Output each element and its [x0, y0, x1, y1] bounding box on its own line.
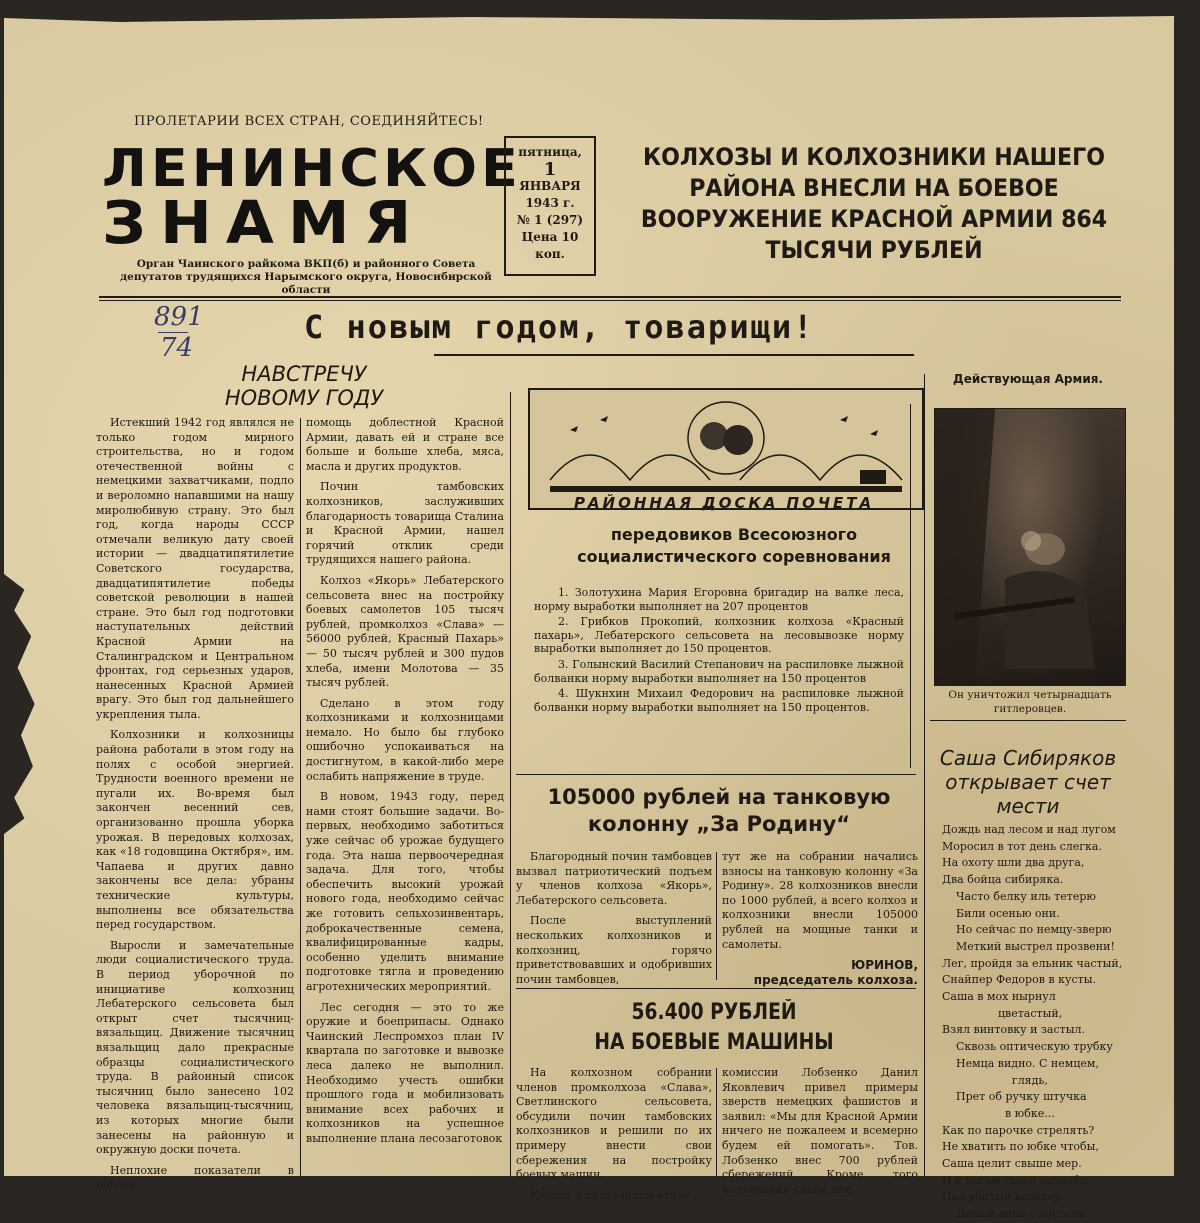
signature-role: председатель колхоза.	[753, 972, 918, 987]
year: 1943 г.	[525, 196, 575, 210]
paragraph: Выросли и замечательные люди социалистического труда. В период уборочной по инициативе колхозниц Лебатерского сельсовета был открыт счет тысячниц-вязальщиц. Движение тысячниц вязальщиц дало прекрасные образцы социалистического труда. В районный список тысячниц было занесено 102 человека вязальщиц-тысячниц, из которых многие были занесены на районную и окружную доски почета.	[96, 938, 294, 1157]
honor-board-list	[534, 586, 904, 716]
lead-article-col1	[96, 416, 294, 1199]
motto: ПРОЛЕТАРИИ ВСЕХ СТРАН, СОЕДИНЯЙТЕСЬ!	[134, 114, 484, 129]
masthead-rule	[99, 296, 1121, 301]
sniper-photo	[934, 408, 1126, 686]
greeting-rule	[434, 354, 914, 356]
lead-title-line2: НОВОМУ ГОДУ	[224, 386, 384, 410]
pencil-mark-bottom: 74	[160, 333, 194, 363]
column-rule	[924, 374, 925, 1176]
section-rule	[516, 774, 916, 775]
paragraph: Истекший 1942 год являлся не только годом мирного строительства, но и годом отечественной войны с немецкими захватчиками, подло и вероломно напавшими на нашу миролюбивую страну. Это был год, когда народы СССР отмечали великую дату своей истории — двадцатипятилетие Советского государства, двадцатипятилетие победы советской революции в нашей стране. Это был год подготовки наступательных действий Красной Армии на Сталинградском и Центральном фронтах, год серьезных ударов, нанесенных Красной Армией врагу. Это был год дальнейшего укрепления тыла.	[96, 416, 294, 721]
top-headline: КОЛХОЗЫ И КОЛХОЗНИКИ НАШЕГО РАЙОНА ВНЕСЛИ НА БОЕВОЕ ВООРУЖЕНИЕ КРАСНОЙ АРМИИ 864 ТЫСЯЧИ РУБЛЕЙ	[640, 143, 1108, 264]
poem-text: Дождь над лесом и над лугом Моросил в тот день слегка. На охоту шли два друга, Два бойца сибиряка. Часто белку иль тетерю Били осенью они. Но сейчас по немцу-зверю Меткий выстрел прозвени! Лег, пройдя за ельник частый, Снайпер Федоров в кусты. Саша в мох нырнул цветастый, Взял винтовку и застыл. Сквозь оптическую трубку Немца видно. С немцем, глядь, Прет об ручку штучка в юбке... Как по парочке стрелять? Не хватить по юбке чтобы, Саша целит свыше мер. И к ногам своей зазнобы Пал убитый кавалер. Целый день с постели	[942, 823, 1123, 1221]
tank-title-line1: 105000 рублей на танковую	[547, 785, 891, 809]
honor-board-illustration	[528, 388, 924, 510]
list-item: 1. Золотухина Мария Егоровна бригадир на валке леса, норму выработки выполняет на 207 процентов	[534, 586, 904, 613]
machines-article-title	[587, 998, 842, 1058]
lead-article-col2	[306, 416, 504, 1153]
pencil-mark-top: 891	[154, 302, 204, 332]
tank-article-col2	[722, 850, 918, 987]
newspaper-page	[4, 14, 1174, 1221]
paragraph: На колхозном собрании членов промколхоза «Слава», Светлинского сельсовета, обсудили почин тамбовских колхозников и решили по их примеру внести свои сбережения на постройку боевых машин.	[516, 1066, 712, 1182]
day: 1	[543, 159, 557, 180]
paragraph: Благородный почин тамбовцев вызвал патриотический подъем у членов колхоза «Якорь», Лебатерского сельсовета.	[516, 850, 712, 907]
portraits-emblem-icon	[530, 390, 922, 508]
column-rule	[910, 404, 911, 768]
column-rule	[716, 1068, 717, 1176]
poem-title	[930, 746, 1126, 818]
honor-board-banner: РАЙОННАЯ ДОСКА ПОЧЕТА	[573, 494, 875, 512]
paragraph: Колхозники и колхозницы района работали в этом году на полях с особой энергией. Трудности военного времени не пугали их. Во-время был закончен весенний сев, организованно прошла уборка урожая. В передовых колхозах, как «18 годовщина Октября», им. Чапаева и других давно закончены все дела: убраны технические культуры, выполнены все обязательства перед государством.	[96, 728, 294, 932]
paragraph: Сделано в этом году колхозниками и колхозницами немало. Но было бы глубоко ошибочно успокаиваться на достигнутом, в какой-либо мере ослабить напряжение в труде.	[306, 696, 504, 783]
paragraph: помощь доблестной Красной Армии, давать ей и стране все больше и больше хлеба, мяса, масла и других продуктов.	[306, 416, 504, 473]
paragraph: После выступлений нескольких колхозников и колхозниц, горячо приветствовавших и одобривших почин тамбовцев,	[516, 914, 712, 986]
paragraph: Лес сегодня — это то же оружие и боеприпасы. Однако Чаинский Леспромхоз план IV квартала по заготовке и вывозке леса далеко не выполнил. Необходимо учесть ошибки прошлого года и мобилизовать внимание всех рабочих и колхозников на успешное выполнение плана лесозаготовок	[306, 1000, 504, 1145]
greeting-headline: С новым годом, товарищи!	[304, 308, 815, 346]
list-item: 3. Голынский Василий Степанович на распиловке лыжной болванки норму выработки выполняет на 150 процентов	[534, 657, 904, 685]
photo-heading: Действующая Армия.	[953, 372, 1103, 386]
lead-article-title	[174, 362, 434, 410]
torn-edge	[4, 14, 1174, 24]
masthead-title-line1: ЛЕНИНСКОЕ	[102, 138, 522, 199]
pencil-mark	[154, 302, 204, 363]
machines-article-col1	[516, 1066, 712, 1209]
tank-article-col1	[516, 850, 712, 993]
honor-board-subtitle: передовиков Всесоюзного социалистического соревнования	[577, 525, 891, 566]
column-rule	[300, 418, 301, 1176]
issue-number: № 1 (297)	[516, 213, 584, 227]
section-rule	[516, 988, 916, 989]
machines-title-line2: НА БОЕВЫЕ МАШИНЫ	[594, 1030, 834, 1055]
paragraph: Колхоз и колхозники отчис...	[530, 1188, 701, 1202]
poem-title-line1: Саша Сибиряков	[939, 746, 1117, 770]
column-rule	[716, 852, 717, 980]
paragraph: Неплохие показатели в работе...	[96, 1163, 294, 1192]
column-rule	[510, 392, 511, 1176]
lead-title-line1: НАВСТРЕЧУ	[241, 362, 367, 386]
torn-edge	[4, 574, 38, 834]
poem-title-line3: мести	[996, 794, 1060, 818]
tank-article-title	[534, 784, 904, 838]
photo-caption: Снайпер-разведчик В. Ф. Неплий. Он уничтожил четырнадцать гитлеровцев.	[935, 675, 1125, 715]
machines-title-line1: 56.400 РУБЛЕЙ	[631, 1000, 797, 1025]
paragraph: тут же на собрании начались взносы на танковую колонну «За Родину». 28 колхозников внесли по 1000 рублей, а всего колхоз и колхозники внесли 105000 рублей на мощные танки и самолеты.	[722, 850, 918, 951]
list-item: 4. Шукнхин Михаил Федорович на распиловке лыжной болванки норму выработки выполняет на 150 процентов.	[534, 687, 904, 714]
paragraph: Колхоз «Якорь» Лебатерского сельсовета внес на постройку боевых самолетов 105 тысяч рублей, промколхоз «Слава» — 56000 рублей, Красный Пахарь» — 50 тысяч рублей и 300 пудов хлеба, имени Молотова — 35 тысяч рублей.	[306, 573, 504, 690]
masthead-title-line2: ЗНАМЯ	[102, 187, 426, 258]
month: ЯНВАРЯ	[519, 179, 581, 193]
machines-article-col2	[722, 1066, 918, 1203]
section-rule	[930, 720, 1126, 721]
paragraph: В новом, 1943 году, перед нами стоят большие задачи. Во-первых, необходимо заботиться уже сейчас об урожае будущего года. Эта наша первоочередная задача. Для того, чтобы обеспечить высокий урожай нового года, необходимо сейчас же готовить сельхозинвентарь, доброкачественные семена, квалифицированные кадры, особенно уделить внимание подготовке тягла и проведению агротехнических мероприятий.	[306, 790, 504, 993]
paragraph: Почин тамбовских колхозников, заслуживших благодарность товарища Сталина и Красной Армии, нашел горячий отклик среди трудящихся нашего района.	[306, 480, 504, 567]
sniper-photo-image	[935, 409, 1125, 685]
poem-title-line2: открывает счет	[945, 770, 1111, 794]
list-item: 2. Грибков Прокопий, колхозник колхоза «Красный пахарь», Лебатерского сельсовета на лесовывозке норму выработки выполняет до 150 процентов.	[534, 615, 904, 656]
masthead-organ: Орган Чаинского райкома ВКП(б) и районного Совета депутатов трудящихся Нарымского округа, Новосибирской области	[120, 258, 492, 296]
paragraph: комиссии Лобзенко Данил Яковлевич привел примеры зверств немецких фашистов и заявил: «Мы для Красной Армии ничего не пожалеем и всемерно будем ей помогать». Тов. Лобзенко внес 700 рублей сбережений. Кроме того колхозники сдали для...	[722, 1066, 918, 1196]
weekday: пятница,	[518, 145, 582, 159]
price: Цена 10 коп.	[521, 230, 579, 261]
signature: ЮРИНОВ,	[851, 958, 918, 973]
date-box	[504, 136, 596, 276]
tank-title-line2: колонну „За Родину“	[587, 812, 851, 836]
